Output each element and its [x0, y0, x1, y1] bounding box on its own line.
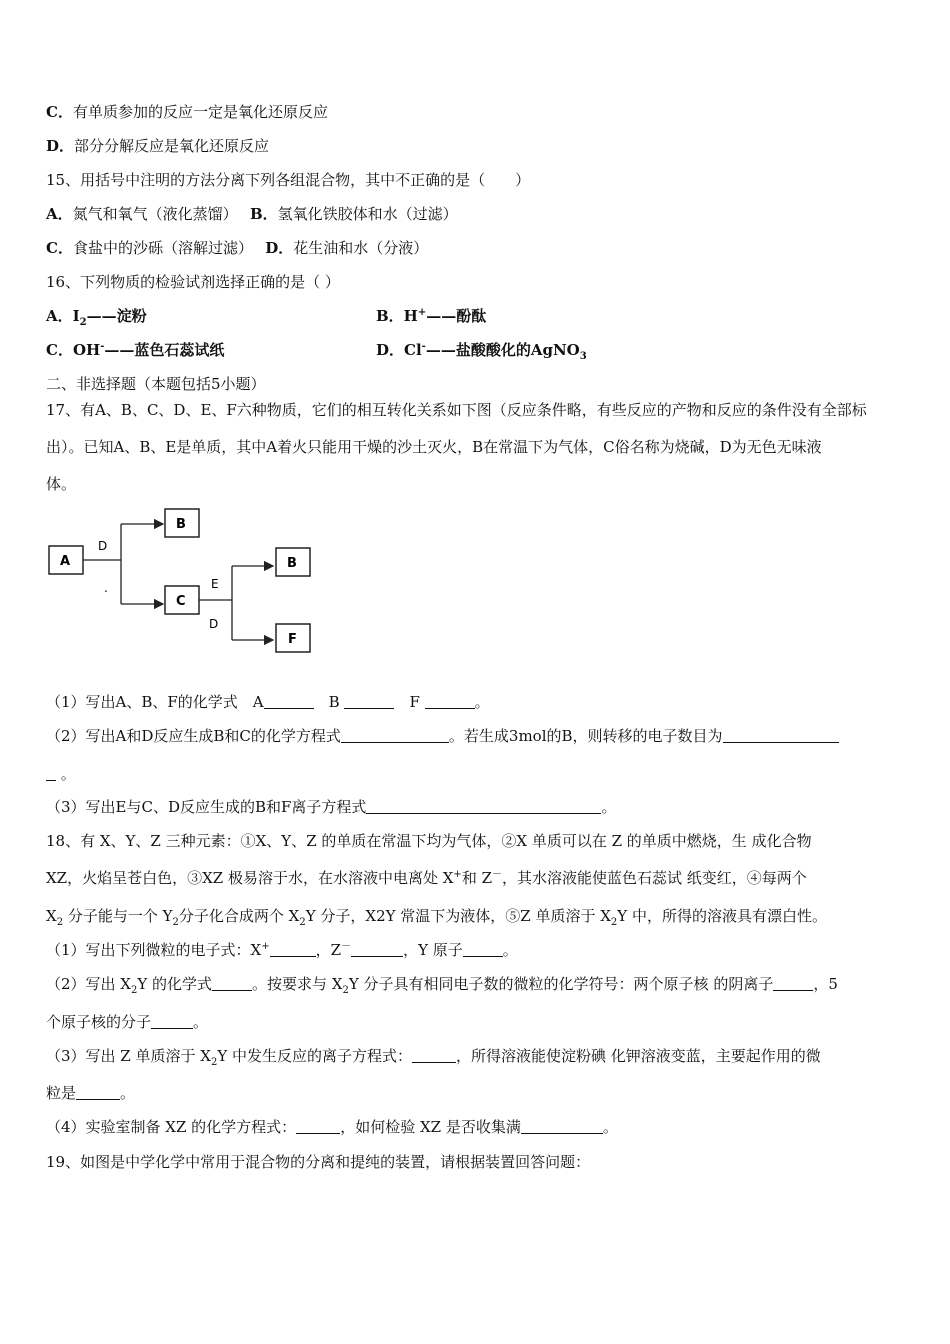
- question-text: Y 中，所得的溶液具有漂白性。: [617, 907, 827, 925]
- question-text: F: [394, 693, 425, 711]
- answer-blank[interactable]: [270, 942, 316, 957]
- question-text: 。: [474, 693, 490, 711]
- question-text: 。按要求与 X: [252, 975, 343, 993]
- answer-blank[interactable]: [773, 976, 813, 991]
- q17-line-2: 出）。已知A、B、E是单质，其中A着火只能用干燥的沙土灭火，B在常温下为气体，C俗名称为烧碱，D为无色无味液: [46, 438, 822, 456]
- node-c-label: C: [176, 594, 186, 609]
- q18-line-2: [46, 868, 807, 888]
- subscript: 2: [172, 917, 179, 928]
- option-text: 花生油和水（分液）: [293, 239, 429, 257]
- superscript: +: [261, 941, 270, 952]
- option-text: ——淀粉: [86, 307, 147, 325]
- node-a: [49, 546, 83, 574]
- option-text: D．Cl: [376, 341, 422, 359]
- q17-part-2: [46, 726, 839, 746]
- answer-blank[interactable]: [425, 694, 475, 709]
- node-f: [276, 624, 310, 652]
- option-d-line: [46, 136, 269, 156]
- subscript: 2: [342, 985, 349, 996]
- question-text: （2）写出A和D反应生成B和C的化学方程式: [46, 727, 341, 745]
- q18-part-2-cont: [46, 1012, 208, 1032]
- question-text: 。: [193, 1013, 209, 1031]
- question-text: ，如何检验 XZ 是否收集满: [340, 1118, 521, 1136]
- q18-part-4: [46, 1117, 618, 1137]
- subscript: 2: [610, 917, 618, 928]
- question-text: Y 分子，X2Y 常温下为液体，⑤Z 单质溶于 X: [305, 907, 611, 925]
- question-text: 。: [120, 1084, 136, 1102]
- option-text: C．OH: [46, 341, 101, 359]
- superscript: －: [341, 941, 352, 952]
- option-text: 氢氧化铁胶体和水（过滤）: [277, 205, 458, 223]
- question-text: （1）写出A、B、F的化学式 A: [46, 693, 264, 711]
- answer-blank[interactable]: [296, 1119, 340, 1134]
- subscript: 2: [56, 917, 64, 928]
- question-text: 。: [60, 765, 76, 783]
- reaction-diagram: [44, 500, 334, 660]
- question-text: Y 分子具有相同电子数的微粒的化学符号：两个原子核 的阴离子: [348, 975, 774, 993]
- question-text: ，Y 原子: [403, 941, 463, 959]
- answer-blank[interactable]: [521, 1119, 603, 1134]
- node-b-right: [276, 548, 310, 576]
- node-b-top: [165, 509, 199, 537]
- option-c-line: [46, 102, 328, 122]
- answer-blank[interactable]: [46, 766, 56, 781]
- node-f-label: F: [288, 632, 297, 647]
- node-b-label: B: [176, 517, 186, 532]
- option-text: ——盐酸酸化的AgNO: [425, 341, 580, 359]
- question-16: 16、下列物质的检验试剂选择正确的是（ ）: [46, 273, 340, 291]
- question-text: XZ，火焰呈苍白色，③XZ 极易溶于水，在水溶液中电离处 X: [46, 869, 454, 887]
- q16-option-d: [376, 340, 587, 360]
- question-text: ，5: [813, 975, 838, 993]
- q17-part-1: [46, 692, 490, 712]
- q16-option-c: [46, 340, 224, 360]
- question-text: （2）写出 X: [46, 975, 131, 993]
- q17-line-1: 17、有A、B、C、D、E、F六种物质，它们的相互转化关系如下图（反应条件略，有些反应的产物和反应的条件没有全部标: [46, 401, 867, 419]
- q18-line-1: 18、有 X、Y、Z 三种元素：①X、Y、Z 的单质在常温下均为气体，②X 单质可以在 Z 的单质中燃烧，生 成化合物: [46, 832, 812, 850]
- subscript: 2: [79, 317, 87, 328]
- option-text: A．I: [46, 307, 80, 325]
- option-label: C．: [46, 103, 73, 121]
- question-text: 粒是: [46, 1084, 77, 1102]
- superscript: +: [453, 869, 462, 880]
- label-e: E: [211, 577, 219, 591]
- option-label: B．: [249, 205, 278, 223]
- node-a-label: A: [60, 554, 71, 569]
- question-text: （3）写出 Z 单质溶于 X: [46, 1047, 211, 1065]
- option-label: C．: [46, 239, 73, 257]
- q16-option-a: [46, 306, 147, 326]
- question-text: ，所得溶液能使淀粉碘 化钾溶液变蓝，主要起作用的微: [456, 1047, 821, 1065]
- option-label: A．: [46, 205, 73, 223]
- question-19: 19、如图是中学化学中常用于混合物的分离和提纯的装置，请根据装置回答问题：: [46, 1153, 591, 1171]
- superscript: －: [492, 869, 503, 880]
- q18-part-3-cont: [46, 1083, 135, 1103]
- subscript: 2: [131, 985, 138, 996]
- question-text: （1）写出下列微粒的电子式：X: [46, 941, 262, 959]
- question-text: X: [46, 907, 57, 925]
- node-b-label: B: [287, 556, 297, 571]
- option-text: ——酚酞: [426, 307, 487, 325]
- node-c: [165, 586, 199, 614]
- question-text: 分子能与一个 Y: [63, 907, 173, 925]
- label-d: D: [98, 539, 108, 553]
- option-text: ——蓝色石蕊试纸: [104, 341, 225, 359]
- subscript: 2: [210, 1057, 218, 1068]
- answer-blank[interactable]: [412, 1048, 456, 1063]
- answer-blank[interactable]: [212, 976, 252, 991]
- option-text: 食盐中的沙砾（溶解过滤）: [72, 239, 246, 257]
- subscript: 3: [579, 351, 587, 362]
- superscript: +: [417, 307, 427, 318]
- q18-part-3: [46, 1046, 821, 1066]
- question-15: 15、用括号中注明的方法分离下列各组混合物，其中不正确的是（ ）: [46, 171, 531, 189]
- superscript: -: [100, 341, 105, 352]
- answer-blank[interactable]: [151, 1014, 193, 1029]
- answer-blank[interactable]: [723, 728, 839, 743]
- question-text: ，Z: [315, 941, 342, 959]
- answer-blank[interactable]: [351, 942, 403, 957]
- q17-part-3: [46, 797, 616, 817]
- question-text: ，其水溶液能使蓝色石蕊试 纸变红，④每两个: [502, 869, 807, 887]
- subscript: 2: [299, 917, 306, 928]
- option-text: 氮气和氧气（液化蒸馏）: [72, 205, 231, 223]
- question-text: 。: [602, 1118, 618, 1136]
- option-text: 有单质参加的反应一定是氧化还原反应: [72, 103, 328, 121]
- option-text: 部分分解反应是氧化还原反应: [74, 137, 270, 155]
- question-text: Y 中发生反应的离子方程式：: [217, 1047, 412, 1065]
- q18-part-2: [46, 974, 838, 994]
- question-text: 和 Z: [461, 869, 493, 887]
- answer-blank[interactable]: [344, 694, 394, 709]
- question-text: 。: [502, 941, 518, 959]
- question-text: Y 的化学式: [137, 975, 213, 993]
- superscript: -: [421, 341, 426, 352]
- q18-line-3: [46, 906, 827, 926]
- question-text: 个原子核的分子: [46, 1013, 152, 1031]
- q15-options-cd: [46, 238, 428, 258]
- q15-options-ab: [46, 204, 458, 224]
- question-text: （3）写出E与C、D反应生成的B和F离子方程式: [46, 798, 367, 816]
- q18-part-1: [46, 940, 518, 960]
- q17-line-3: 体。: [46, 475, 77, 493]
- q17-part-2-cont: [46, 764, 76, 784]
- answer-blank[interactable]: [463, 942, 503, 957]
- option-label: D．: [46, 137, 75, 155]
- question-text: 。若生成3mol的B，则转移的电子数目为: [448, 727, 723, 745]
- label-d: D: [209, 617, 219, 631]
- question-text: 。: [601, 798, 617, 816]
- q16-option-b: [376, 306, 486, 326]
- section-heading: 二、非选择题（本题包括5小题）: [46, 375, 266, 393]
- question-text: 分子化合成两个 X: [178, 907, 300, 925]
- dot-mark: .: [104, 581, 108, 595]
- answer-blank[interactable]: [76, 1085, 120, 1100]
- option-text: B．H: [376, 307, 418, 325]
- answer-blank[interactable]: [264, 694, 314, 709]
- question-text: B: [313, 693, 345, 711]
- answer-blank[interactable]: [341, 728, 449, 743]
- answer-blank[interactable]: [366, 799, 601, 814]
- option-label: D．: [265, 239, 294, 257]
- question-text: （4）实验室制备 XZ 的化学方程式：: [46, 1118, 297, 1136]
